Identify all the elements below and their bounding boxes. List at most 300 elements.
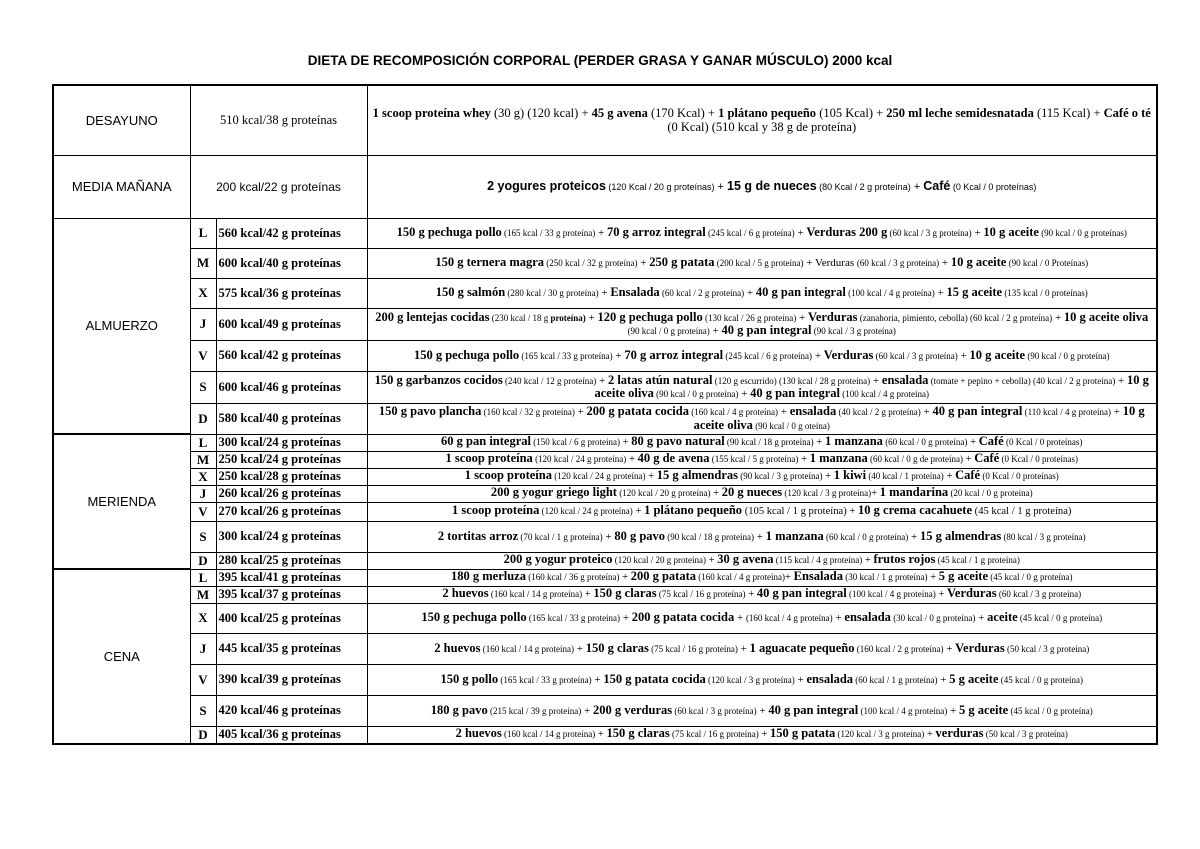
nutrition-note: (215 kcal / 39 g proteína) [487, 705, 582, 716]
meal-kcal-desayuno: 510 kcal/38 g proteínas [190, 85, 367, 155]
kcal-protein: 405 kcal/36 g proteínas [216, 726, 367, 744]
nutrition-note: (90 kcal / 3 g proteína) [811, 326, 896, 336]
food-item: 5 g aceite [958, 702, 1009, 717]
food-item: 5 g aceite [938, 569, 989, 584]
nutrition-note: (165 kcal / 33 g proteína) [526, 613, 621, 624]
food-item: 2 yogures proteicos [487, 178, 606, 193]
food-item: 2 huevos [455, 726, 502, 741]
food-item: 10 g aceite [950, 255, 1007, 270]
desc-text: + Verduras [803, 257, 857, 270]
kcal-protein: 390 kcal/39 g proteínas [216, 664, 367, 695]
food-item: 200 g lentejas cocidas [375, 309, 490, 324]
day-letter: S [190, 521, 216, 552]
meal-description [367, 586, 1157, 603]
desc-text: + [870, 374, 882, 387]
food-item: 1 scoop proteína whey [372, 106, 491, 121]
desc-text: + [910, 180, 924, 193]
nutrition-note: (120 kcal / 24 g proteína) [539, 506, 633, 517]
meal-kcal-media-manana: 200 kcal/22 g proteínas [190, 155, 367, 218]
desc-text: + [862, 555, 874, 567]
nutrition-note: (90 kcal / 0 Proteínas) [1006, 258, 1089, 269]
desc-text: + [619, 437, 632, 449]
merienda-row [53, 468, 1157, 485]
meal-description [367, 218, 1157, 248]
food-item: 180 g merluza [450, 569, 526, 584]
nutrition-note: (200 kcal / 5 g proteína) [714, 258, 804, 269]
desc-text: (45 kcal / 1 g proteína) [972, 506, 1072, 518]
desc-text: + [637, 257, 650, 270]
nutrition-note: (150 kcal / 6 g proteína) [530, 437, 620, 448]
nutrition-note: (0 Kcal / 0 proteínas) [1003, 437, 1083, 448]
nutrition-note: (45 kcal / 0 g proteína) [1017, 613, 1103, 624]
food-item: 200 g verduras [592, 702, 673, 717]
desc-text: + [619, 572, 631, 584]
nutrition-note: (90 kcal / 18 g proteína) [665, 531, 755, 542]
desc-text: + [935, 589, 948, 601]
nutrition-note: (100 kcal / 4 g proteína) [846, 589, 936, 600]
food-item: 1 mandarina [879, 485, 949, 500]
desc-text: + [871, 488, 880, 500]
day-letter: S [190, 695, 216, 726]
nutrition-note: (90 kcal / 0 g proteína) [1025, 350, 1110, 361]
desc-text: + [744, 287, 756, 300]
day-letter: M [190, 248, 216, 278]
kcal-protein: 260 kcal/26 g proteínas [216, 485, 367, 502]
nutrition-note: (90 kcal / 0 g proteína) [627, 326, 710, 336]
food-item: verduras [935, 726, 984, 741]
food-item: ensalada [806, 671, 854, 686]
desc-text: + [1115, 374, 1127, 387]
kcal-protein: 395 kcal/37 g proteínas [216, 586, 367, 603]
day-letter: V [190, 664, 216, 695]
food-item: aceite [987, 610, 1018, 625]
nutrition-note: (120 Kcal / 20 g proteínas) [605, 181, 715, 192]
nutrition-note: (60 kcal / 0 g de proteína) [867, 454, 963, 465]
nutrition-note: (30 kcal / 0 g proteína) [890, 613, 976, 624]
nutrition-note: (165 kcal / 33 g proteína) [501, 228, 596, 239]
food-item: 40 g de avena [637, 451, 710, 466]
desc-text: + [632, 506, 645, 518]
nutrition-note: (75 kcal / 16 g proteína) [669, 729, 759, 740]
desc-text: + [962, 454, 975, 466]
kcal-protein: 600 kcal/49 g proteínas [216, 308, 367, 340]
desc-text: + [645, 471, 657, 483]
food-item: Café [923, 178, 951, 193]
day-letter: D [190, 726, 216, 744]
meal-description [367, 278, 1157, 308]
food-item: 150 g salmón [435, 285, 506, 300]
food-item: 250 g patata [649, 255, 715, 270]
kcal-protein: 560 kcal/42 g proteínas [216, 340, 367, 371]
food-item: 40 g pan integral [750, 386, 840, 400]
food-item: 120 g pechuga pollo [597, 309, 703, 324]
kcal-protein: 580 kcal/40 g proteínas [216, 403, 367, 434]
nutrition-note: (100 kcal / 4 g proteína) [840, 389, 929, 399]
food-item: 10 g aceite oliva [693, 404, 1145, 432]
desc-text: (30 g) (120 kcal) + [490, 106, 592, 121]
diet-table-body [53, 85, 1157, 744]
food-item: 200 g patata cocida [631, 610, 735, 625]
day-letter: M [190, 451, 216, 468]
food-item: 150 g patata cocida [603, 671, 706, 686]
day-letter: L [190, 569, 216, 586]
desc-text: + [585, 311, 598, 324]
desc-text: + [738, 388, 751, 400]
food-item: 1 plátano pequeño [718, 106, 817, 121]
food-item: 10 g crema cacahuete [858, 503, 973, 518]
kcal-protein: 300 kcal/24 g proteínas [216, 521, 367, 552]
nutrition-note: (100 kcal / 4 g proteína) [845, 288, 935, 299]
desc-text: + [591, 673, 604, 686]
meal-description [367, 633, 1157, 664]
food-item: 40 g pan integral [768, 702, 859, 717]
nutrition-note: (45 kcal / 0 g proteína) [1008, 705, 1093, 716]
nutrition-note: (130 kcal / 26 g proteína) [702, 312, 797, 323]
nutrition-note: (250 kcal / 32 g proteína) [544, 258, 638, 269]
nutrition-note: (60 kcal / 3 g proteína) [856, 258, 940, 269]
desc-text: + [598, 287, 611, 300]
desc-text: + [626, 454, 638, 466]
food-item: Café [978, 434, 1004, 449]
merienda-row [53, 485, 1157, 502]
nutrition-note: (50 kcal / 3 g proteína) [983, 729, 1068, 740]
desc-text: + [822, 471, 834, 483]
nutrition-note: (165 kcal / 33 g proteína) [498, 674, 592, 685]
food-item: 1 manzana [824, 434, 883, 449]
food-item: 150 g garbanzos cocidos [374, 372, 503, 387]
cena-row [53, 586, 1157, 603]
desc-text: + [574, 406, 587, 418]
nutrition-note: (120 kcal / 20 g proteína) [616, 488, 711, 499]
desc-text: + [573, 642, 586, 655]
merienda-row [53, 502, 1157, 521]
desc-text: + [927, 572, 939, 584]
desc-text: + [745, 589, 757, 601]
nutrition-note: (120 kcal / 20 g proteína) [612, 555, 707, 566]
kcal-protein: 445 kcal/35 g proteínas [216, 633, 367, 664]
kcal-protein: 420 kcal/46 g proteínas [216, 695, 367, 726]
food-item: Verduras [955, 640, 1005, 655]
desc-text: + [939, 257, 951, 270]
nutrition-note: (40 kcal / 2 g proteína) [836, 407, 921, 417]
kcal-protein: 600 kcal/46 g proteínas [216, 371, 367, 403]
almuerzo-row [53, 403, 1157, 434]
meal-description [367, 603, 1157, 633]
desc-text: + [943, 642, 956, 655]
nutrition-note: (120 kcal / 24 g proteína) [532, 454, 627, 465]
nutrition-note: (160 kcal / 14 g proteína) [480, 643, 574, 654]
nutrition-note: (60 kcal / 3 g proteína) [887, 228, 972, 239]
desc-text: + [709, 325, 722, 337]
nutrition-note: (120 kcal / 3 g proteína) [782, 488, 872, 499]
meal-name-merienda: MERIENDA [53, 434, 190, 569]
food-item: 150 g pollo [440, 671, 499, 686]
food-item: 150 g claras [593, 586, 657, 601]
food-item: 10 g aceite oliva [1063, 309, 1149, 324]
nutrition-note: (60 kcal / 3 g proteína) [873, 350, 958, 361]
meal-description [367, 340, 1157, 371]
nutrition-note: (45 kcal / 0 g proteína) [998, 674, 1083, 685]
food-item: 1 aguacate pequeño [749, 640, 855, 655]
desc-text: + [714, 180, 728, 193]
desc-text: + [1111, 406, 1123, 418]
nutrition-note: (60 kcal / 1 g proteína) [853, 674, 938, 685]
food-item: 5 g aceite [949, 671, 999, 686]
nutrition-note: (160 kcal / 2 g proteína) [854, 643, 944, 654]
food-item: 10 g aceite oliva [594, 372, 1149, 400]
food-item: Verduras [807, 309, 858, 324]
cena-row [53, 633, 1157, 664]
day-letter: M [190, 586, 216, 603]
food-item: 1 plátano pequeño [644, 503, 743, 518]
food-item: Ensalada [610, 285, 660, 300]
food-item: Café [955, 468, 981, 483]
day-letter: D [190, 552, 216, 569]
nutrition-note: (245 kcal / 6 g proteína) [723, 350, 813, 361]
cena-row [53, 664, 1157, 695]
nutrition-note: (160 kcal / 4 g proteína) [688, 407, 778, 417]
nutrition-note: (165 kcal / 33 g proteína) [519, 350, 613, 361]
food-item: ensalada [789, 404, 837, 418]
merienda-row [53, 434, 1157, 451]
nutrition-note: (160 kcal / 14 g proteína) [501, 729, 596, 740]
nutrition-note: (45 kcal / 0 g proteína) [988, 572, 1073, 583]
desc-text: + [957, 349, 970, 362]
meal-description [367, 552, 1157, 569]
food-item: 15 g almendras [656, 468, 738, 483]
nutrition-note: (90 kcal / 18 g proteína) [724, 437, 814, 448]
nutrition-note: (60 kcal / 0 g proteína) [823, 531, 909, 542]
kcal-protein: 600 kcal/40 g proteínas [216, 248, 367, 278]
desc-text: + [967, 437, 979, 449]
desc-text: + [943, 471, 956, 483]
food-item: 200 g patata cocida [586, 404, 689, 418]
food-item: 250 ml leche semidesnatada [886, 106, 1034, 121]
meal-description [367, 403, 1157, 434]
day-letter: J [190, 485, 216, 502]
nutrition-note: (280 kcal / 30 g proteína) [505, 288, 599, 299]
desc-text: + [581, 704, 593, 717]
desc-text: + [794, 673, 807, 686]
nutrition-note: (40 kcal / 1 proteína) [866, 471, 944, 482]
food-item: ensalada [881, 372, 929, 387]
day-letter: J [190, 633, 216, 664]
nutrition-note: (75 kcal / 16 g proteína) [656, 589, 746, 600]
nutrition-note: (245 kcal / 6 g proteína) [705, 228, 795, 239]
nutrition-note: (110 kcal / 4 g proteína) [1022, 407, 1112, 417]
food-item: 2 latas atún natural [607, 372, 713, 387]
almuerzo-row [53, 278, 1157, 308]
nutrition-note: (80 kcal / 3 g proteína) [1001, 531, 1086, 542]
meal-description [367, 434, 1157, 451]
day-letter: V [190, 502, 216, 521]
desc-text: (105 Kcal) + [816, 106, 887, 121]
nutrition-note: (zanahoria, pimiento, cebolla) (60 kcal / 2 g proteína) [857, 312, 1053, 323]
nutrition-note: (120 kcal / 3 g proteína) [835, 729, 925, 740]
day-letter: J [190, 308, 216, 340]
desc-text: + [777, 406, 790, 418]
almuerzo-row [53, 371, 1157, 403]
food-item: 1 kiwi [833, 468, 867, 483]
desc-text: + [620, 612, 632, 625]
nutrition-note: (120 g escurrido) (130 kcal / 28 g proteína) [712, 375, 871, 386]
meal-description [367, 308, 1157, 340]
food-item: 15 g aceite [946, 285, 1003, 300]
day-letter: X [190, 603, 216, 633]
food-item: Verduras [823, 347, 874, 362]
food-item: 150 g pechuga pollo [413, 347, 520, 362]
merienda-row [53, 552, 1157, 569]
food-item: 10 g aceite [969, 347, 1026, 362]
meal-description [367, 248, 1157, 278]
meal-name-media-manana: MEDIA MAÑANA [53, 155, 190, 218]
nutrition-note: proteína) [550, 312, 586, 323]
nutrition-note: (90 kcal / 0 g proteína) [653, 389, 739, 399]
meal-description [367, 468, 1157, 485]
food-item: 80 g pavo natural [631, 434, 725, 449]
food-item: 80 g pavo [614, 528, 666, 543]
desc-text: (105 kcal / 1 g proteína) + [742, 506, 859, 518]
desc-text: + [595, 227, 607, 240]
food-item: 60 g pan integral [441, 434, 531, 449]
meal-description [367, 569, 1157, 586]
food-item: Verduras [947, 586, 997, 601]
nutrition-note: (90 kcal / 0 g proteínas) [1038, 228, 1127, 239]
desc-text: + [785, 572, 794, 584]
food-item: frutos rojos [873, 552, 936, 567]
page-title: DIETA DE RECOMPOSICIÓN CORPORAL (PERDER GRASA Y GANAR MÚSCULO) 2000 kcal [307, 53, 893, 68]
nutrition-note: (230 kcal / 18 g [489, 312, 551, 323]
nutrition-note: (75 kcal / 16 g proteína) [648, 643, 738, 654]
food-item: 150 g pavo plancha [378, 404, 482, 418]
cena-row [53, 695, 1157, 726]
almuerzo-row [53, 218, 1157, 248]
desc-text: + [920, 406, 933, 418]
nutrition-note: (60 kcal / 3 g proteína) [996, 589, 1082, 600]
day-letter: V [190, 340, 216, 371]
kcal-protein: 300 kcal/24 g proteínas [216, 434, 367, 451]
merienda-row [53, 451, 1157, 468]
food-item: 150 g pechuga pollo [421, 610, 527, 625]
nutrition-note: (50 kcal / 3 g proteína) [1004, 643, 1090, 654]
desc-text: + [706, 555, 718, 567]
meal-description [367, 664, 1157, 695]
nutrition-note: (115 kcal / 4 g proteína) [773, 555, 863, 566]
food-item: 45 g avena [591, 106, 648, 121]
food-item: 70 g arroz integral [607, 225, 706, 240]
desc-text: (115 Kcal) + [1033, 106, 1104, 121]
desc-text: + [947, 704, 959, 717]
desc-text: + [812, 349, 824, 362]
nutrition-note: (0 Kcal / 0 proteínas) [950, 181, 1037, 192]
desc-text: + [612, 349, 625, 362]
food-item: 180 g pavo [430, 702, 488, 717]
nutrition-note: (80 Kcal / 2 g proteína) [816, 181, 911, 192]
food-item: 150 g pechuga pollo [396, 225, 502, 240]
nutrition-note: (20 kcal / 0 g proteína) [948, 488, 1033, 499]
cena-row [53, 569, 1157, 586]
food-item: 1 scoop proteína [445, 451, 533, 466]
diet-table [52, 84, 1158, 745]
meal-desc-media-manana [367, 155, 1157, 218]
desc-text: + [832, 612, 845, 625]
food-item: ensalada [844, 610, 891, 625]
nutrition-note: (0 Kcal / 0 proteínas) [999, 454, 1078, 465]
food-item: 150 g claras [585, 640, 649, 655]
nutrition-note: (30 kcal / 1 g proteína) [842, 572, 928, 583]
desc-text: + [734, 612, 746, 625]
meal-description [367, 451, 1157, 468]
nutrition-note: (120 kcal / 24 g proteína) [551, 471, 646, 482]
desc-text: + [975, 612, 988, 625]
desc-text: + [710, 488, 722, 500]
meal-name-desayuno: DESAYUNO [53, 85, 190, 155]
food-item: 2 huevos [434, 640, 481, 655]
desc-text: + [596, 374, 608, 387]
food-item: 1 scoop proteína [452, 503, 540, 518]
kcal-protein: 395 kcal/41 g proteínas [216, 569, 367, 586]
kcal-protein: 560 kcal/42 g proteínas [216, 218, 367, 248]
nutrition-note: (90 kcal / 3 g proteína) [737, 471, 823, 482]
nutrition-note: (120 kcal / 3 g proteína) [705, 674, 795, 685]
food-item: 10 g aceite [983, 225, 1039, 240]
desc-text: + [602, 530, 615, 543]
food-item: 70 g arroz integral [624, 347, 724, 362]
desc-text: + [937, 673, 950, 686]
desc-text: + [971, 227, 984, 240]
desc-text: + [908, 530, 920, 543]
nutrition-note: (135 kcal / 0 proteínas) [1002, 288, 1088, 299]
kcal-protein: 575 kcal/36 g proteínas [216, 278, 367, 308]
desc-text: + [754, 530, 766, 543]
almuerzo-row [53, 248, 1157, 278]
kcal-protein: 250 kcal/28 g proteínas [216, 468, 367, 485]
desc-text: + [1052, 311, 1064, 324]
food-item: 200 g yogur proteico [503, 552, 613, 567]
kcal-protein: 250 kcal/24 g proteínas [216, 451, 367, 468]
meal-description [367, 521, 1157, 552]
nutrition-note: (100 kcal / 4 g proteína) [858, 705, 948, 716]
nutrition-note: (60 kcal / 0 g proteína) [882, 437, 968, 448]
food-item: Ensalada [793, 569, 843, 584]
food-item: 2 huevos [442, 586, 489, 601]
food-item: 15 g de nueces [727, 178, 817, 193]
meal-description [367, 485, 1157, 502]
food-item: 150 g patata [769, 726, 836, 741]
desc-text: + [737, 642, 750, 655]
desc-text: + [934, 287, 947, 300]
desc-text: + [798, 454, 810, 466]
meal-description [367, 695, 1157, 726]
nutrition-note: (45 kcal / 1 g proteína) [935, 555, 1020, 566]
kcal-protein: 270 kcal/26 g proteínas [216, 502, 367, 521]
desc-text: (0 Kcal) (510 kcal y 38 g de proteína) [667, 120, 857, 135]
merienda-row [53, 521, 1157, 552]
nutrition-note: (60 kcal / 3 g proteína) [672, 705, 757, 716]
nutrition-note: (160 kcal / 4 g proteína) [696, 572, 785, 583]
nutrition-note: (tomate + pepino + cebolla) (40 kcal / 2 g proteína) [928, 375, 1116, 386]
food-item: 40 g pan integral [721, 323, 812, 337]
food-item: 150 g ternera magra [435, 255, 545, 270]
food-item: 1 manzana [765, 528, 824, 543]
cena-row [53, 603, 1157, 633]
meal-desc-desayuno [367, 85, 1157, 155]
nutrition-note: (160 kcal / 36 g proteína) [525, 572, 620, 583]
nutrition-note: (60 kcal / 2 g proteína) [659, 288, 745, 299]
day-letter: L [190, 218, 216, 248]
nutrition-note: (155 kcal / 5 g proteína) [709, 454, 799, 465]
desc-text: + [595, 729, 607, 741]
